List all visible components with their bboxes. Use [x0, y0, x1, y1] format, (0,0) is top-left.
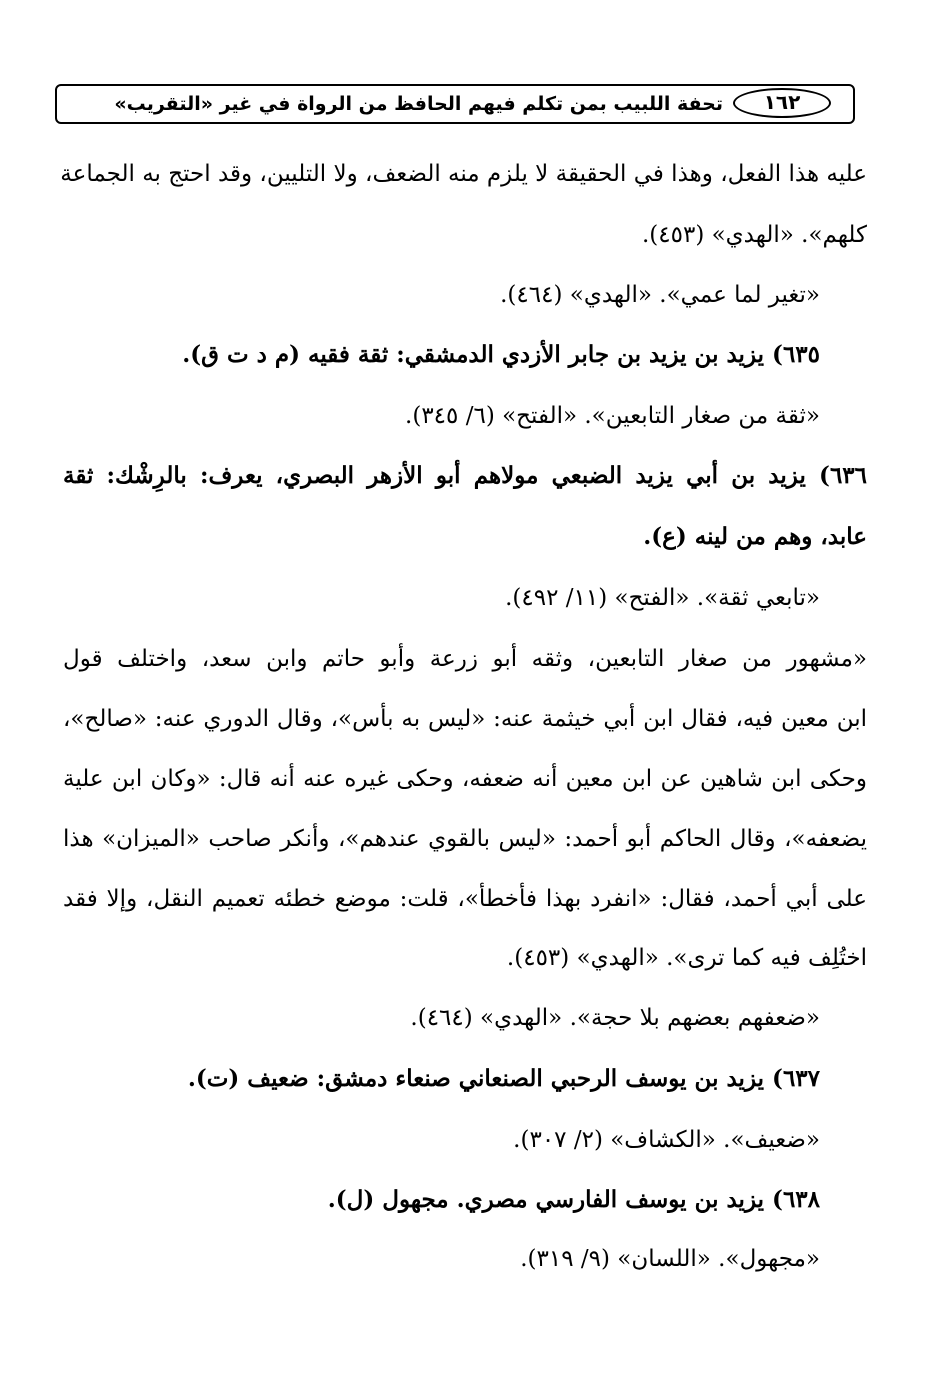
entry-heading-637: ٦٣٧) يزيد بن يوسف الرحبي الصنعاني صنعاء دمشق: ضعيف (ت). [187, 1065, 820, 1092]
body-line: على أبي أحمد، فقال: «انفرد بهذا فأخطأ»، قلت: موضع خطئه تعميم النقل، وإلا فقد [63, 886, 867, 912]
body-line: «ضعيف». «الكشاف» (٢/ ٣٠٧). [513, 1127, 820, 1153]
entry-heading-636-cont: عابد، وهم من لينه (ع). [643, 523, 867, 550]
body-line: اختُلِف فيه كما ترى». «الهدي» (٤٥٣). [506, 945, 867, 971]
body-line: «ضعفهم بعضهم بلا حجة». «الهدي» (٤٦٤). [410, 1005, 820, 1031]
body-line: كلهم». «الهدي» (٤٥٣). [641, 222, 867, 248]
entry-heading-635: ٦٣٥) يزيد بن يزيد بن جابر الأزدي الدمشقي: ثقة فقيه (م د ت ق). [182, 341, 820, 368]
page-number-badge: ١٦٢ [733, 88, 831, 118]
body-line: «مشهور من صغار التابعين، وثقه أبو زرعة وأبو حاتم وابن سعد، واختلف قول [63, 646, 867, 672]
body-line: «تابعي ثقة». «الفتح» (١١/ ٤٩٢). [505, 585, 820, 611]
body-line: «تغير لما عمي». «الهدي» (٤٦٤). [500, 282, 820, 308]
body-line: وحكى ابن شاهين عن ابن معين أنه ضعفه، وحكى غيره عنه أنه قال: «وكان ابن علية [63, 766, 867, 792]
body-line: يضعفه»، وقال الحاكم أبو أحمد: «ليس بالقوي عندهم»، وأنكر صاحب «الميزان» هذا [63, 826, 867, 852]
body-line: ابن معين فيه، فقال ابن أبي خيثمة عنه: «ليس به بأس»، وقال الدوري عنه: «صالح»، [63, 706, 867, 732]
body-line: «مجهول». «اللسان» (٩/ ٣١٩). [520, 1246, 820, 1272]
header-title: تحفة اللبيب بمن تكلم فيهم الحافظ من الرواة في غير «التقريب» [114, 93, 723, 115]
entry-heading-638: ٦٣٨) يزيد بن يوسف الفارسي مصري. مجهول (ل). [327, 1186, 820, 1213]
entry-heading-636: ٦٣٦) يزيد بن أبي يزيد الضبعي مولاهم أبو الأزهر البصري، يعرف: بالرِشْك: ثقة [63, 462, 867, 489]
body-line: «ثقة من صغار التابعين». «الفتح» (٦/ ٣٤٥). [405, 403, 820, 429]
body-line: عليه هذا الفعل، وهذا في الحقيقة لا يلزم منه الضعف، ولا التليين، وقد احتج به الجماعة [60, 161, 867, 187]
